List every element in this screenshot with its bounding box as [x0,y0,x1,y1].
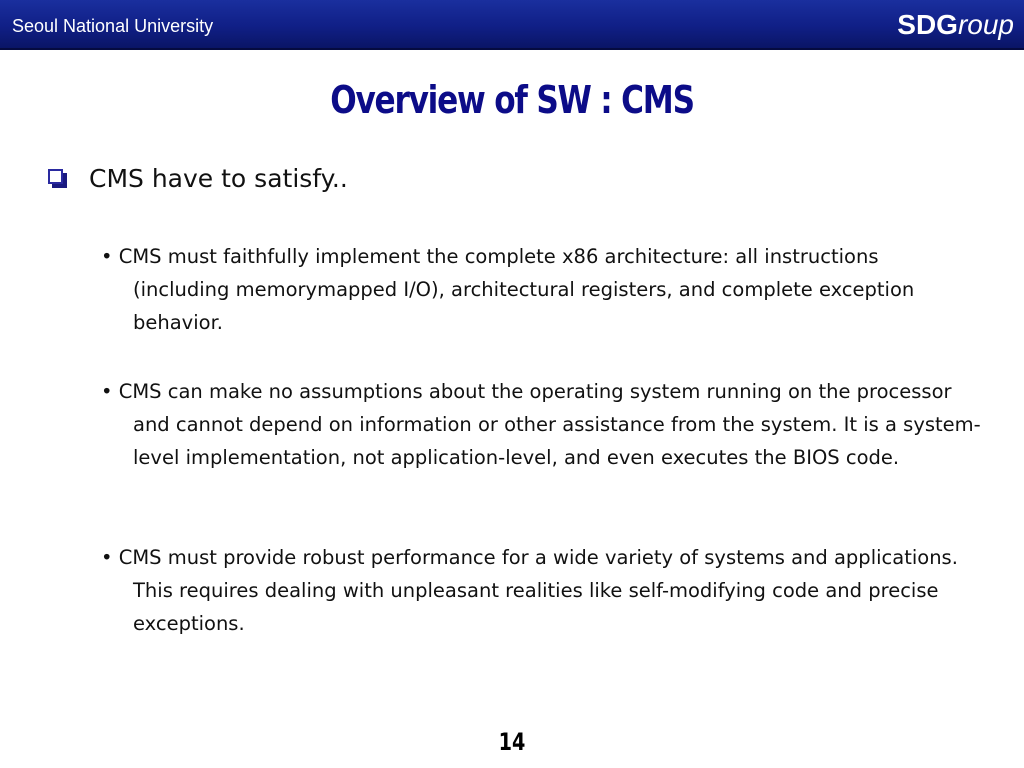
sub-bullet-1: • CMS must faithfully implement the complete x86 architecture: all instructions (including memorymapped I/O), architectural registers, and complete exception behavior. [101,245,915,334]
institution-name: Seoul National University [12,16,214,36]
sub-bullet-2: • CMS can make no assumptions about the operating system running on the processor and cannot depend on information or other assistance from the system. It is a system-level implementation, not application-level, and even executes the BIOS code. [101,380,981,469]
main-bullet-point [48,164,348,193]
brand-logo-italic: roup [957,9,1014,40]
slide-title: Overview of SW : CMS [330,78,694,122]
header-bar [0,0,1024,50]
page-number: 14 [498,728,526,756]
main-bullet-text: CMS have to satisfy.. [89,164,348,193]
sub-bullet-3: • CMS must provide robust performance for a wide variety of systems and applications. This requires dealing with unpleasant realities like self-modifying code and precise exceptions. [101,546,958,635]
brand-logo [897,9,1014,41]
checkbox-bullet-icon [48,169,67,188]
brand-logo-bold: SDG [897,9,958,40]
